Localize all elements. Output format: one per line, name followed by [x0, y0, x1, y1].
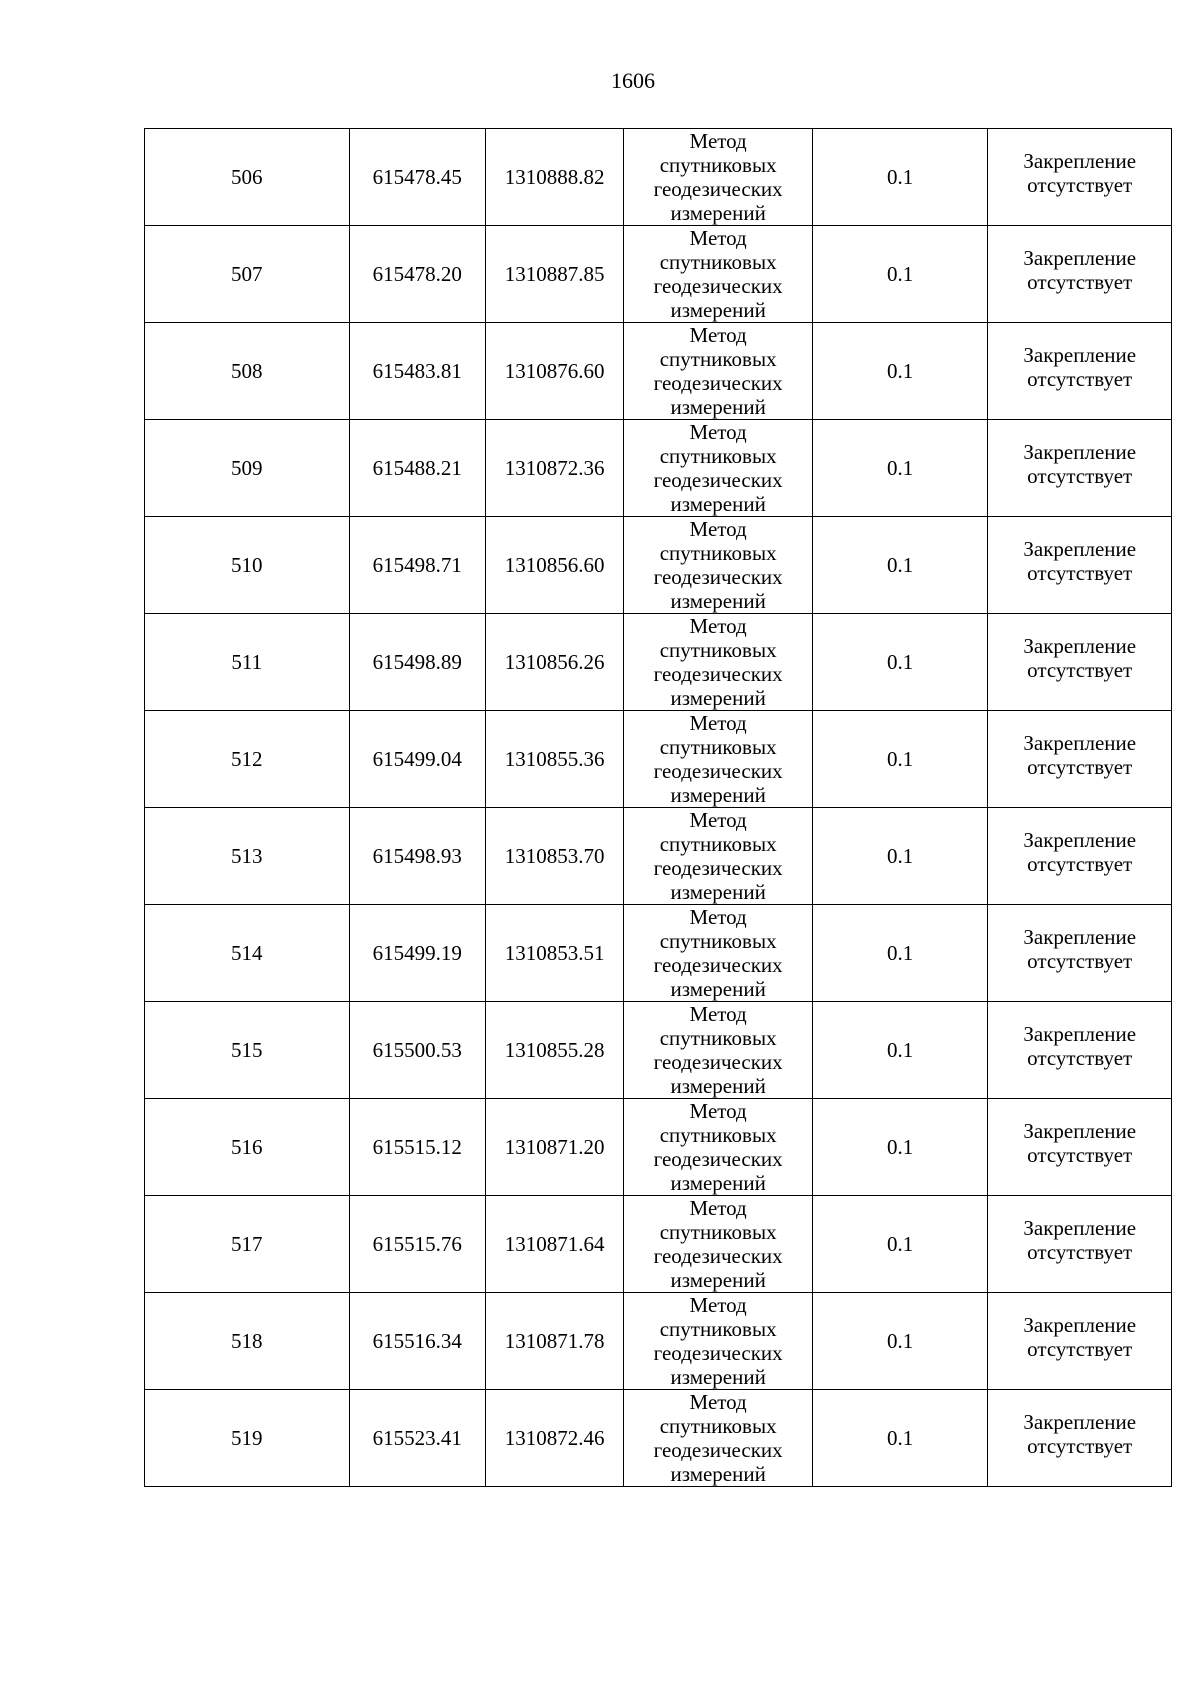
point-number-cell-value: 516: [231, 1135, 263, 1159]
table-row: [145, 129, 1172, 226]
y-coordinate-cell-value: 1310855.28: [504, 1038, 605, 1062]
fixing-cell-text: [988, 1119, 1171, 1167]
method-cell-line: спутниковых: [659, 347, 777, 371]
fixing-cell-line: отсутствует: [1027, 1240, 1133, 1264]
accuracy-cell-value: 0.1: [887, 1329, 914, 1353]
method-cell-text: [624, 1293, 812, 1389]
y-coordinate-cell-value: 1310855.36: [504, 747, 605, 771]
y-coordinate-cell: [485, 323, 623, 420]
method-cell-line: спутниковых: [659, 1026, 777, 1050]
fixing-cell-text: [988, 925, 1171, 973]
fixing-cell-line: Закрепление: [1023, 828, 1137, 852]
fixing-cell-line: Закрепление: [1023, 1119, 1137, 1143]
x-coordinate-cell-value: 615488.21: [372, 456, 462, 480]
x-coordinate-cell-value: 615498.89: [372, 650, 462, 674]
point-number-cell: [145, 226, 350, 323]
point-number-cell: [145, 808, 350, 905]
y-coordinate-cell: [485, 614, 623, 711]
fixing-cell: [988, 711, 1172, 808]
y-coordinate-cell: [485, 420, 623, 517]
method-cell-line: геодезических: [653, 1341, 783, 1365]
accuracy-cell-value: 0.1: [887, 650, 914, 674]
method-cell: [624, 808, 813, 905]
accuracy-cell-value: 0.1: [887, 844, 914, 868]
y-coordinate-cell-value: 1310888.82: [504, 165, 605, 189]
method-cell-line: спутниковых: [659, 638, 777, 662]
accuracy-cell-value: 0.1: [887, 1135, 914, 1159]
method-cell: [624, 129, 813, 226]
page-number: 1606: [611, 68, 655, 93]
y-coordinate-cell-value: 1310871.20: [504, 1135, 605, 1159]
method-cell-line: Метод: [689, 420, 747, 444]
method-cell-line: геодезических: [653, 759, 783, 783]
fixing-cell: [988, 226, 1172, 323]
table-row: [145, 420, 1172, 517]
accuracy-cell-value: 0.1: [887, 1232, 914, 1256]
method-cell-line: Метод: [689, 1293, 747, 1317]
method-cell: [624, 1293, 813, 1390]
y-coordinate-cell: [485, 1196, 623, 1293]
fixing-cell-line: отсутствует: [1027, 1434, 1133, 1458]
accuracy-cell: [812, 420, 988, 517]
y-coordinate-cell-value: 1310887.85: [504, 262, 605, 286]
method-cell-text: [624, 905, 812, 1001]
fixing-cell-line: отсутствует: [1027, 464, 1133, 488]
fixing-cell-line: отсутствует: [1027, 949, 1133, 973]
table-row: [145, 517, 1172, 614]
table-row: [145, 1293, 1172, 1390]
fixing-cell-text: [988, 731, 1171, 779]
method-cell-text: [624, 1390, 812, 1486]
method-cell-line: измерений: [670, 880, 766, 904]
method-cell-line: Метод: [689, 323, 747, 347]
method-cell-line: спутниковых: [659, 1414, 777, 1438]
x-coordinate-cell: [349, 1390, 485, 1487]
fixing-cell-text: [988, 634, 1171, 682]
fixing-cell-text: [988, 537, 1171, 585]
point-number-cell-value: 519: [231, 1426, 263, 1450]
y-coordinate-cell: [485, 517, 623, 614]
fixing-cell-line: Закрепление: [1023, 1022, 1137, 1046]
fixing-cell-text: [988, 1216, 1171, 1264]
x-coordinate-cell-value: 615500.53: [372, 1038, 462, 1062]
fixing-cell-line: Закрепление: [1023, 343, 1137, 367]
fixing-cell: [988, 1293, 1172, 1390]
point-number-cell: [145, 517, 350, 614]
fixing-cell-text: [988, 440, 1171, 488]
fixing-cell-line: отсутствует: [1027, 367, 1133, 391]
method-cell-text: [624, 226, 812, 322]
method-cell-line: геодезических: [653, 468, 783, 492]
accuracy-cell: [812, 711, 988, 808]
y-coordinate-cell: [485, 129, 623, 226]
method-cell-line: измерений: [670, 783, 766, 807]
point-number-cell-value: 509: [231, 456, 263, 480]
method-cell: [624, 1390, 813, 1487]
point-number-cell: [145, 323, 350, 420]
method-cell-text: [624, 129, 812, 225]
method-cell-line: измерений: [670, 298, 766, 322]
accuracy-cell-value: 0.1: [887, 553, 914, 577]
accuracy-cell: [812, 1196, 988, 1293]
table-row: [145, 905, 1172, 1002]
method-cell: [624, 1099, 813, 1196]
method-cell-line: геодезических: [653, 1147, 783, 1171]
accuracy-cell: [812, 905, 988, 1002]
x-coordinate-cell-value: 615499.19: [372, 941, 462, 965]
method-cell-text: [624, 614, 812, 710]
x-coordinate-cell-value: 615515.76: [372, 1232, 462, 1256]
point-number-cell-value: 517: [231, 1232, 263, 1256]
method-cell-line: Метод: [689, 808, 747, 832]
method-cell-line: Метод: [689, 1099, 747, 1123]
fixing-cell-line: Закрепление: [1023, 537, 1137, 561]
y-coordinate-cell: [485, 1002, 623, 1099]
point-number-cell: [145, 711, 350, 808]
method-cell-line: Метод: [689, 905, 747, 929]
method-cell: [624, 1002, 813, 1099]
table-row: [145, 1196, 1172, 1293]
point-number-cell-value: 510: [231, 553, 263, 577]
point-number-cell: [145, 1293, 350, 1390]
method-cell-line: измерений: [670, 201, 766, 225]
method-cell-line: Метод: [689, 129, 747, 153]
x-coordinate-cell-value: 615483.81: [372, 359, 462, 383]
method-cell-line: геодезических: [653, 1438, 783, 1462]
x-coordinate-cell: [349, 614, 485, 711]
fixing-cell: [988, 1390, 1172, 1487]
y-coordinate-cell: [485, 711, 623, 808]
method-cell-line: геодезических: [653, 1050, 783, 1074]
x-coordinate-cell: [349, 905, 485, 1002]
x-coordinate-cell: [349, 323, 485, 420]
method-cell-text: [624, 1196, 812, 1292]
accuracy-cell-value: 0.1: [887, 1426, 914, 1450]
fixing-cell-line: Закрепление: [1023, 246, 1137, 270]
method-cell: [624, 420, 813, 517]
x-coordinate-cell: [349, 1099, 485, 1196]
fixing-cell-line: Закрепление: [1023, 731, 1137, 755]
method-cell-line: спутниковых: [659, 735, 777, 759]
accuracy-cell-value: 0.1: [887, 1038, 914, 1062]
y-coordinate-cell-value: 1310872.36: [504, 456, 605, 480]
method-cell-text: [624, 711, 812, 807]
fixing-cell-line: Закрепление: [1023, 149, 1137, 173]
fixing-cell-line: Закрепление: [1023, 634, 1137, 658]
x-coordinate-cell-value: 615498.71: [372, 553, 462, 577]
table-row: [145, 323, 1172, 420]
point-number-cell: [145, 420, 350, 517]
point-number-cell-value: 511: [231, 650, 263, 674]
x-coordinate-cell: [349, 1002, 485, 1099]
method-cell-line: спутниковых: [659, 250, 777, 274]
method-cell-line: геодезических: [653, 662, 783, 686]
y-coordinate-cell-value: 1310872.46: [504, 1426, 605, 1450]
method-cell: [624, 517, 813, 614]
fixing-cell-text: [988, 1022, 1171, 1070]
table-row: [145, 614, 1172, 711]
fixing-cell-line: Закрепление: [1023, 1313, 1137, 1337]
accuracy-cell: [812, 323, 988, 420]
method-cell-line: измерений: [670, 686, 766, 710]
x-coordinate-cell: [349, 1196, 485, 1293]
method-cell-line: геодезических: [653, 953, 783, 977]
x-coordinate-cell: [349, 1293, 485, 1390]
point-number-cell: [145, 1390, 350, 1487]
method-cell-line: измерений: [670, 395, 766, 419]
point-number-cell-value: 513: [231, 844, 263, 868]
method-cell-line: Метод: [689, 1196, 747, 1220]
y-coordinate-cell: [485, 1099, 623, 1196]
y-coordinate-cell-value: 1310853.70: [504, 844, 605, 868]
y-coordinate-cell-value: 1310871.64: [504, 1232, 605, 1256]
method-cell-text: [624, 517, 812, 613]
table-row: [145, 1390, 1172, 1487]
y-coordinate-cell: [485, 1293, 623, 1390]
table-row: [145, 1002, 1172, 1099]
fixing-cell-line: Закрепление: [1023, 1410, 1137, 1434]
fixing-cell: [988, 808, 1172, 905]
x-coordinate-cell-value: 615523.41: [372, 1426, 462, 1450]
y-coordinate-cell: [485, 1390, 623, 1487]
method-cell-line: геодезических: [653, 177, 783, 201]
fixing-cell: [988, 614, 1172, 711]
fixing-cell-text: [988, 149, 1171, 197]
fixing-cell-line: отсутствует: [1027, 270, 1133, 294]
x-coordinate-cell: [349, 517, 485, 614]
point-number-cell: [145, 1196, 350, 1293]
method-cell: [624, 905, 813, 1002]
fixing-cell-line: отсутствует: [1027, 173, 1133, 197]
x-coordinate-cell-value: 615478.45: [372, 165, 462, 189]
method-cell-line: геодезических: [653, 1244, 783, 1268]
fixing-cell-line: отсутствует: [1027, 1046, 1133, 1070]
coordinates-table: [144, 128, 1172, 1487]
y-coordinate-cell-value: 1310856.26: [504, 650, 605, 674]
point-number-cell: [145, 129, 350, 226]
method-cell-text: [624, 1099, 812, 1195]
accuracy-cell-value: 0.1: [887, 456, 914, 480]
x-coordinate-cell: [349, 808, 485, 905]
fixing-cell-line: отсутствует: [1027, 1143, 1133, 1167]
fixing-cell-line: отсутствует: [1027, 1337, 1133, 1361]
table-body: [145, 129, 1172, 1487]
fixing-cell-line: Закрепление: [1023, 440, 1137, 464]
x-coordinate-cell: [349, 711, 485, 808]
x-coordinate-cell-value: 615515.12: [372, 1135, 462, 1159]
y-coordinate-cell-value: 1310876.60: [504, 359, 605, 383]
accuracy-cell: [812, 517, 988, 614]
accuracy-cell: [812, 614, 988, 711]
accuracy-cell: [812, 1293, 988, 1390]
method-cell-line: спутниковых: [659, 444, 777, 468]
table-row: [145, 226, 1172, 323]
y-coordinate-cell: [485, 808, 623, 905]
method-cell-line: Метод: [689, 1002, 747, 1026]
point-number-cell-value: 508: [231, 359, 263, 383]
y-coordinate-cell-value: 1310853.51: [504, 941, 605, 965]
method-cell-line: Метод: [689, 711, 747, 735]
fixing-cell: [988, 517, 1172, 614]
method-cell-line: спутниковых: [659, 1317, 777, 1341]
fixing-cell-text: [988, 1410, 1171, 1458]
point-number-cell-value: 512: [231, 747, 263, 771]
x-coordinate-cell: [349, 420, 485, 517]
method-cell-line: измерений: [670, 1462, 766, 1486]
accuracy-cell: [812, 1390, 988, 1487]
accuracy-cell-value: 0.1: [887, 747, 914, 771]
table-row: [145, 808, 1172, 905]
method-cell: [624, 711, 813, 808]
point-number-cell-value: 506: [231, 165, 263, 189]
point-number-cell: [145, 1002, 350, 1099]
fixing-cell: [988, 323, 1172, 420]
table-row: [145, 1099, 1172, 1196]
fixing-cell-line: отсутствует: [1027, 658, 1133, 682]
method-cell-line: спутниковых: [659, 153, 777, 177]
fixing-cell: [988, 1002, 1172, 1099]
point-number-cell-value: 507: [231, 262, 263, 286]
fixing-cell-line: отсутствует: [1027, 561, 1133, 585]
method-cell-line: измерений: [670, 1268, 766, 1292]
accuracy-cell: [812, 808, 988, 905]
fixing-cell: [988, 905, 1172, 1002]
fixing-cell-line: отсутствует: [1027, 755, 1133, 779]
fixing-cell-text: [988, 343, 1171, 391]
point-number-cell-value: 518: [231, 1329, 263, 1353]
point-number-cell: [145, 614, 350, 711]
accuracy-cell: [812, 1099, 988, 1196]
accuracy-cell-value: 0.1: [887, 165, 914, 189]
accuracy-cell: [812, 226, 988, 323]
method-cell-line: спутниковых: [659, 929, 777, 953]
point-number-cell-value: 515: [231, 1038, 263, 1062]
method-cell-line: измерений: [670, 1171, 766, 1195]
method-cell-line: Метод: [689, 614, 747, 638]
x-coordinate-cell: [349, 129, 485, 226]
fixing-cell: [988, 420, 1172, 517]
method-cell-line: Метод: [689, 517, 747, 541]
fixing-cell: [988, 1196, 1172, 1293]
fixing-cell-line: отсутствует: [1027, 852, 1133, 876]
method-cell-line: спутниковых: [659, 832, 777, 856]
fixing-cell: [988, 129, 1172, 226]
fixing-cell-text: [988, 828, 1171, 876]
method-cell-line: геодезических: [653, 856, 783, 880]
x-coordinate-cell-value: 615516.34: [372, 1329, 462, 1353]
method-cell-line: измерений: [670, 1365, 766, 1389]
method-cell: [624, 614, 813, 711]
fixing-cell-text: [988, 1313, 1171, 1361]
x-coordinate-cell-value: 615478.20: [372, 262, 462, 286]
accuracy-cell-value: 0.1: [887, 359, 914, 383]
y-coordinate-cell-value: 1310856.60: [504, 553, 605, 577]
method-cell-text: [624, 808, 812, 904]
method-cell-text: [624, 420, 812, 516]
accuracy-cell: [812, 1002, 988, 1099]
fixing-cell-text: [988, 246, 1171, 294]
method-cell-line: измерений: [670, 977, 766, 1001]
y-coordinate-cell: [485, 226, 623, 323]
fixing-cell-line: Закрепление: [1023, 1216, 1137, 1240]
method-cell-line: измерений: [670, 589, 766, 613]
method-cell-line: спутниковых: [659, 541, 777, 565]
method-cell-line: измерений: [670, 492, 766, 516]
accuracy-cell: [812, 129, 988, 226]
method-cell-text: [624, 1002, 812, 1098]
method-cell: [624, 1196, 813, 1293]
x-coordinate-cell: [349, 226, 485, 323]
method-cell-line: геодезических: [653, 371, 783, 395]
method-cell-line: Метод: [689, 226, 747, 250]
accuracy-cell-value: 0.1: [887, 262, 914, 286]
method-cell-line: геодезических: [653, 565, 783, 589]
method-cell-text: [624, 323, 812, 419]
table-row: [145, 711, 1172, 808]
x-coordinate-cell-value: 615498.93: [372, 844, 462, 868]
method-cell-line: спутниковых: [659, 1220, 777, 1244]
point-number-cell-value: 514: [231, 941, 263, 965]
y-coordinate-cell: [485, 905, 623, 1002]
point-number-cell: [145, 1099, 350, 1196]
method-cell-line: геодезических: [653, 274, 783, 298]
method-cell-line: Метод: [689, 1390, 747, 1414]
method-cell: [624, 226, 813, 323]
method-cell: [624, 323, 813, 420]
method-cell-line: спутниковых: [659, 1123, 777, 1147]
method-cell-line: измерений: [670, 1074, 766, 1098]
point-number-cell: [145, 905, 350, 1002]
fixing-cell-line: Закрепление: [1023, 925, 1137, 949]
accuracy-cell-value: 0.1: [887, 941, 914, 965]
y-coordinate-cell-value: 1310871.78: [504, 1329, 605, 1353]
x-coordinate-cell-value: 615499.04: [372, 747, 462, 771]
fixing-cell: [988, 1099, 1172, 1196]
